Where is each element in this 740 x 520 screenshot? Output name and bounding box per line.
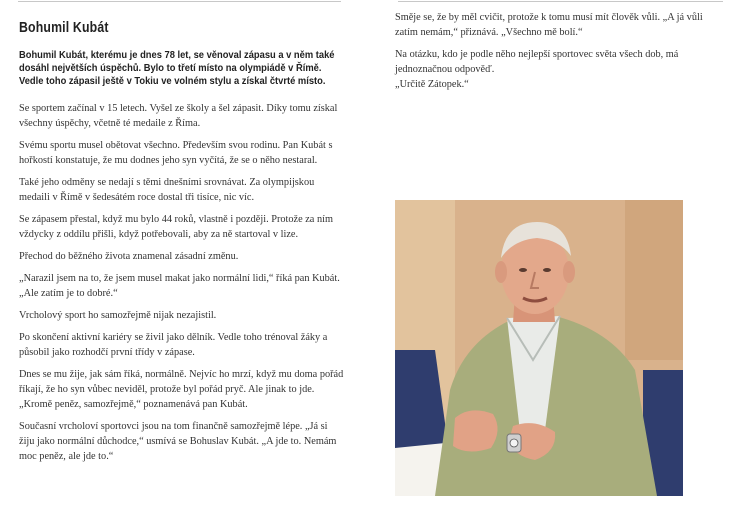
portrait-illustration <box>395 200 683 496</box>
paragraph: Směje se, že by měl cvičit, protože k tomu musí mít člověk vůli. „A já vůli zatím nemám,“ přiznává. „Všechno mě bolí.“ <box>395 12 703 38</box>
article-lead: Bohumil Kubát, kterému je dnes 78 let, se věnoval zápasu a v něm také dosáhl největších úspěchů. Bylo to třetí místo na olympiádě v Římě. Vedle toho zápasil ještě v Tokiu ve volném stylu a získal čtvrté místo. <box>19 50 335 87</box>
right-column <box>395 10 725 92</box>
paragraph: Se sportem začínal v 15 letech. Vyšel ze školy a šel zápasit. Díky tomu získal všechny úspěchy, včetně té medaile z Říma. <box>19 103 338 129</box>
left-column <box>19 10 344 464</box>
paragraph: Po skončení aktivní kariéry se živil jako dělník. Vedle toho trénoval žáky a působil jako rozhodčí první třídy v zápase. <box>19 332 328 358</box>
portrait-photo <box>395 200 683 496</box>
paragraph: Se zápasem přestal, když mu bylo 44 roků, vlastně i později. Protože za ním vždycky z oddílu přišli, když potřebovali, aby za ně startoval v lize. <box>19 214 333 240</box>
paragraph: Vrcholový sport ho samozřejmě nijak nezajistil. <box>19 310 217 321</box>
top-rule-right <box>398 1 723 2</box>
top-rule-left <box>18 1 341 2</box>
paragraph: Dnes se mu žije, jak sám říká, normálně. Nejvíc ho mrzí, když mu doma pořád říkají, že ho syn vůbec neviděl, protože byl pořád pryč. Ale jinak to jde. „Kromě peněz, samozřejmě,“ poznamenává pan Kubát. <box>19 369 344 410</box>
paragraph: „Narazil jsem na to, že jsem musel makat jako normální lidi,“ říká pan Kubát. „Ale zatím je to dobré.“ <box>19 273 340 299</box>
paragraph: Současní vrcholoví sportovci jsou na tom finančně samozřejmě lépe. „Já si žiju jako normální důchodce,“ usmívá se Bohuslav Kubát. „A jde to. Nemám moc peněz, ale jde to.“ <box>19 421 337 462</box>
article-title: Bohumil Kubát <box>19 19 109 36</box>
paragraph: Také jeho odměny se nedají s těmi dnešními srovnávat. Za olympijskou medaili v Římě v šedesátém roce dostal tři tisíce, nic víc. <box>19 177 315 203</box>
paragraph: Přechod do běžného života znamenal zásadní změnu. <box>19 251 239 262</box>
paragraph: Svému sportu musel obětovat všechno. Především svou rodinu. Pan Kubát s hořkostí konstatuje, že mu dodnes jeho syn vyčítá, že se o něho nestaral. <box>19 140 333 166</box>
paragraph: Na otázku, kdo je podle něho nejlepší sportovec světa všech dob, má jednoznačnou odpověď. „Určitě Zátopek.“ <box>395 49 679 90</box>
